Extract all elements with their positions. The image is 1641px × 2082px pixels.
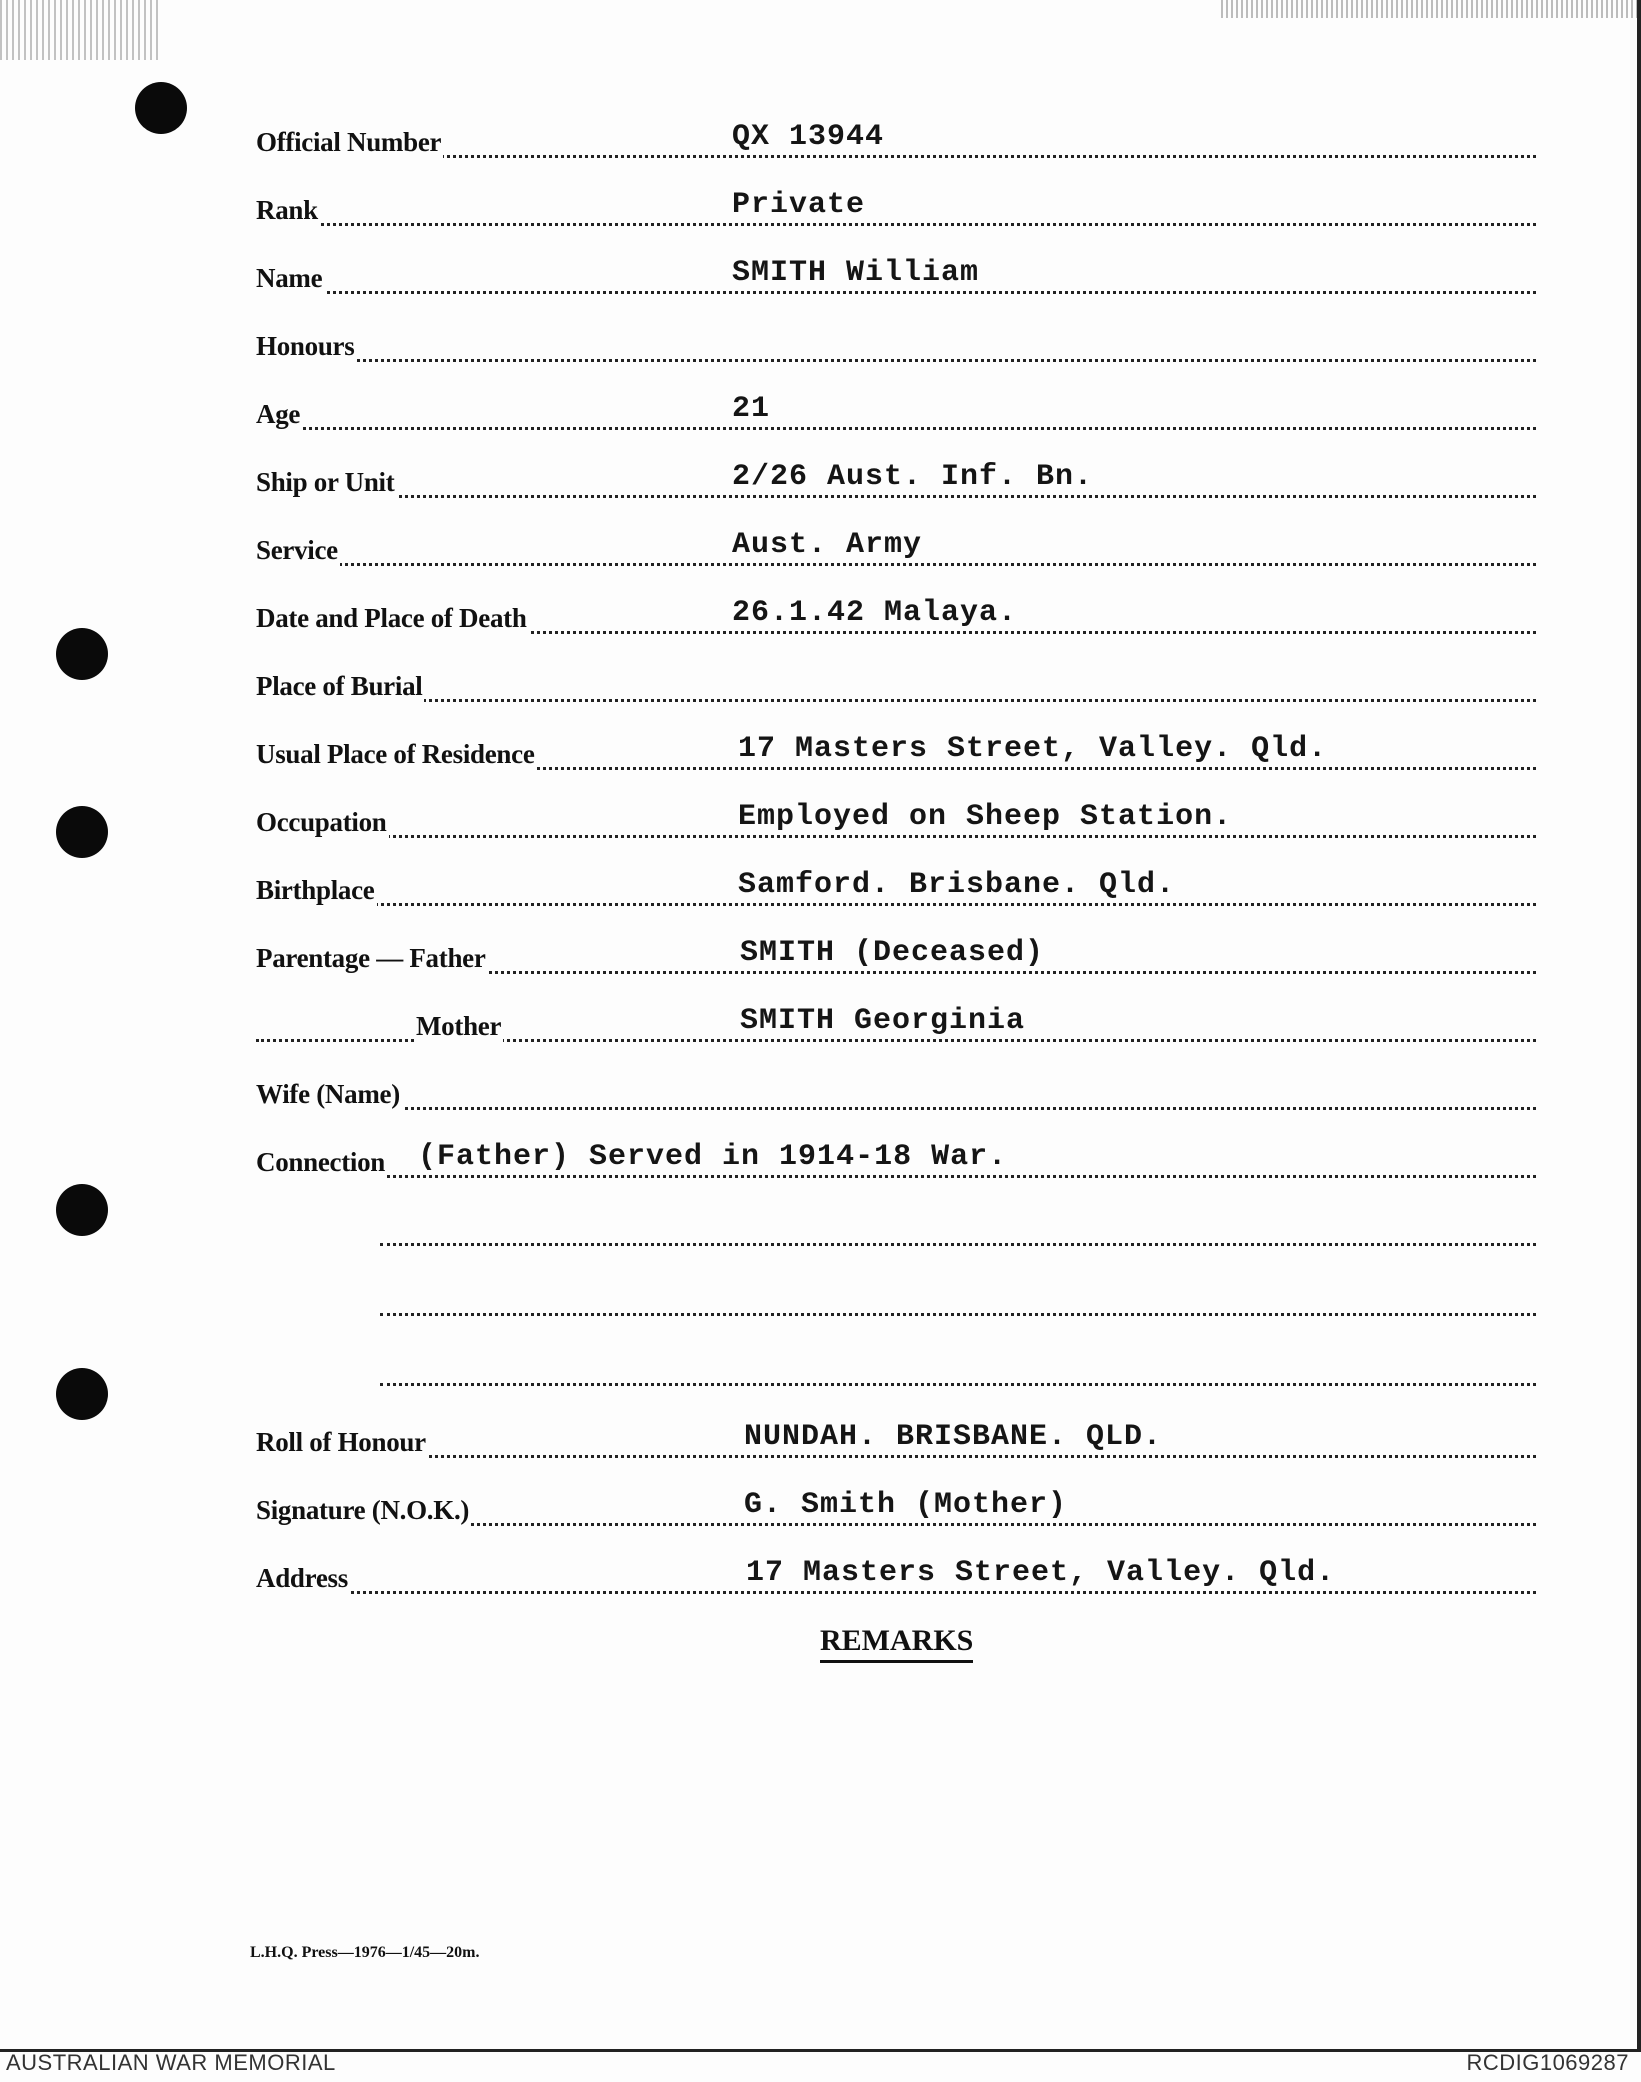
- dotted-line: [256, 291, 1536, 294]
- field-label: Parentage — Father: [256, 943, 486, 973]
- field-value: 2/26 Aust. Inf. Bn.: [732, 460, 1094, 494]
- field-value: Aust. Army: [732, 528, 923, 562]
- dotted-line: [380, 1243, 1536, 1246]
- dotted-line: [256, 1591, 1536, 1594]
- punch-hole: [56, 1184, 108, 1236]
- field-label: Address: [256, 1563, 348, 1593]
- field-label: Wife (Name): [256, 1079, 400, 1109]
- scan-artifact-top-right: [1221, 0, 1641, 18]
- field-connection: [256, 1140, 1536, 1184]
- field-label: Birthplace: [256, 875, 375, 905]
- field-label: Place of Burial: [256, 671, 423, 701]
- field-birthplace: [256, 868, 1536, 912]
- field-label: Connection: [256, 1147, 386, 1177]
- field-value: QX 13944: [732, 120, 885, 154]
- field-wife-name: [256, 1076, 1536, 1116]
- scan-artifact-top-left: [0, 0, 160, 60]
- field-label: Signature (N.O.K.): [256, 1495, 470, 1525]
- field-value: NUNDAH. BRISBANE. QLD.: [744, 1420, 1163, 1454]
- catalogue-id: RCDIG1069287: [1466, 2050, 1629, 2075]
- dotted-line: [256, 903, 1536, 906]
- dotted-line: [256, 223, 1536, 226]
- field-address: [256, 1556, 1536, 1600]
- punch-hole: [56, 806, 108, 858]
- field-value: SMITH (Deceased): [740, 936, 1045, 970]
- field-value: 26.1.42 Malaya.: [732, 596, 1018, 630]
- field-label: Occupation: [256, 807, 387, 837]
- archive-name: AUSTRALIAN WAR MEMORIAL: [6, 2050, 336, 2075]
- punch-hole: [56, 1368, 108, 1420]
- field-signature-nok: [256, 1488, 1536, 1532]
- field-label: Date and Place of Death: [256, 603, 527, 633]
- field-value: Employed on Sheep Station.: [738, 800, 1233, 834]
- field-value: (Father) Served in 1914-18 War.: [418, 1140, 1008, 1174]
- field-rank: [256, 188, 1536, 232]
- field-value: SMITH William: [732, 256, 980, 290]
- field-label: Usual Place of Residence: [256, 739, 535, 769]
- dotted-line: [256, 1107, 1536, 1110]
- field-label: Ship or Unit: [256, 467, 395, 497]
- field-occupation: [256, 800, 1536, 844]
- field-value: SMITH Georginia: [740, 1004, 1026, 1038]
- page-edge-right: [1637, 0, 1641, 2050]
- field-value: 17 Masters Street, Valley. Qld.: [738, 732, 1328, 766]
- field-label: Honours: [256, 331, 355, 361]
- field-label: Age: [256, 399, 301, 429]
- continuation-line: [380, 1352, 1536, 1392]
- field-parentage-father: [256, 936, 1536, 980]
- field-label: Rank: [256, 195, 318, 225]
- continuation-line: [380, 1212, 1536, 1252]
- field-roll-of-honour: [256, 1420, 1536, 1464]
- dotted-line: [256, 835, 1536, 838]
- dotted-line: [256, 563, 1536, 566]
- field-label: Service: [256, 535, 338, 565]
- field-ship-or-unit: [256, 460, 1536, 504]
- field-label: Name: [256, 263, 323, 293]
- dotted-line: [256, 427, 1536, 430]
- dotted-line: [256, 699, 1536, 702]
- field-label: Roll of Honour: [256, 1427, 426, 1457]
- field-age: [256, 392, 1536, 436]
- field-label: Official Number: [256, 127, 442, 157]
- field-honours: [256, 328, 1536, 368]
- dotted-line: [380, 1383, 1536, 1386]
- punch-hole: [56, 628, 108, 680]
- dotted-line: [256, 155, 1536, 158]
- field-service: [256, 528, 1536, 572]
- remarks-heading: REMARKS: [820, 1624, 973, 1663]
- field-label: Mother: [416, 1011, 502, 1041]
- field-value: 17 Masters Street, Valley. Qld.: [746, 1556, 1336, 1590]
- field-value: G. Smith (Mother): [744, 1488, 1068, 1522]
- dotted-line: [256, 1455, 1536, 1458]
- field-value: Private: [732, 188, 866, 222]
- dotted-line: [256, 359, 1536, 362]
- field-mother: [256, 1004, 1536, 1048]
- field-place-of-burial: [256, 668, 1536, 708]
- field-official-number: [256, 120, 1536, 164]
- dotted-line: [256, 1175, 1536, 1178]
- field-value: 21: [732, 392, 771, 426]
- printer-imprint: L.H.Q. Press—1976—1/45—20m.: [250, 1944, 480, 1961]
- punch-hole: [135, 82, 187, 134]
- dotted-line: [256, 495, 1536, 498]
- continuation-line: [380, 1282, 1536, 1322]
- field-name: [256, 256, 1536, 300]
- dotted-line: [380, 1313, 1536, 1316]
- field-date-place-of-death: [256, 596, 1536, 640]
- field-value: Samford. Brisbane. Qld.: [738, 868, 1176, 902]
- field-usual-residence: [256, 732, 1536, 776]
